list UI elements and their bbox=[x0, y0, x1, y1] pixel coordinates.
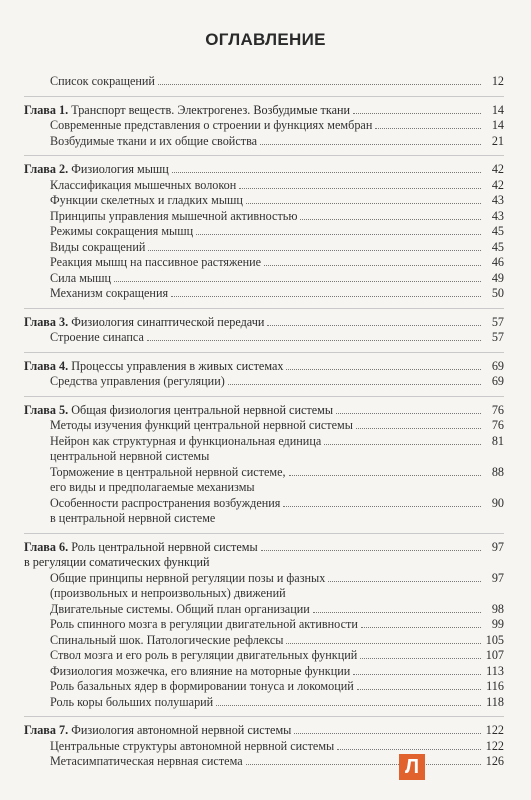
toc-subentry[interactable] bbox=[24, 224, 504, 240]
entry-text: Физиология автономной нервной системы bbox=[68, 723, 292, 737]
toc-subentry[interactable] bbox=[24, 754, 504, 770]
toc-entry-title bbox=[50, 602, 310, 618]
toc-subentry[interactable] bbox=[24, 434, 504, 465]
dot-leader bbox=[337, 749, 481, 750]
toc-entry-title bbox=[50, 754, 243, 770]
toc-entry-title bbox=[50, 209, 297, 225]
page-number: 81 bbox=[491, 433, 504, 448]
entry-text: Процессы управления в живых системах bbox=[68, 358, 284, 373]
dot-leader bbox=[267, 325, 481, 326]
toc-entry-title bbox=[24, 359, 283, 375]
page-number: 126 bbox=[485, 754, 504, 768]
entry-text: Методы изучения функций центральной нервной системы bbox=[50, 418, 353, 432]
toc-entry-title bbox=[50, 633, 283, 649]
entry-text: Метасимпатическая нервная система bbox=[50, 754, 243, 768]
toc-entry-title bbox=[50, 74, 155, 90]
page-number: 116 bbox=[486, 679, 504, 693]
dot-leader bbox=[114, 281, 481, 282]
entry-text: Торможение в центральной нервной системе, его виды и предполагаемые механизмы bbox=[50, 464, 286, 494]
entry-text: Общие принципы нервной регуляции позы и фазных (произвольных и непроизвольных) движений bbox=[50, 570, 326, 600]
toc-chapter-entry[interactable] bbox=[24, 315, 504, 331]
entry-text: Строение синапса bbox=[50, 330, 144, 344]
entry-text: Физиология мозжечка, его влияние на моторные функции bbox=[50, 663, 351, 678]
dot-leader bbox=[353, 113, 481, 114]
page-number: 14 bbox=[491, 118, 504, 132]
toc-entry-title bbox=[50, 240, 145, 256]
dot-leader bbox=[283, 506, 481, 507]
toc-subentry[interactable] bbox=[24, 602, 504, 618]
page-number: 45 bbox=[491, 224, 504, 238]
entry-text: Ствол мозга и его роль в регуляции двигательных функций bbox=[50, 648, 358, 662]
table-of-contents bbox=[24, 74, 504, 782]
page-number: 113 bbox=[486, 663, 504, 678]
dot-leader bbox=[353, 674, 481, 675]
entry-text: Список сокращений bbox=[50, 74, 155, 88]
dot-leader bbox=[336, 413, 481, 414]
dot-leader bbox=[324, 444, 481, 445]
dot-leader bbox=[260, 144, 481, 145]
toc-entry-title bbox=[24, 723, 291, 739]
entry-text: Режимы сокращения мышц bbox=[50, 224, 194, 238]
page-number: 12 bbox=[491, 74, 504, 88]
publisher-logo-icon: Л bbox=[399, 754, 425, 780]
toc-entry-title bbox=[50, 617, 358, 633]
page-number: 97 bbox=[491, 570, 504, 585]
toc-entry-title bbox=[24, 103, 350, 119]
toc-section bbox=[24, 103, 504, 157]
toc-entry-title bbox=[50, 648, 357, 664]
page-number: 43 bbox=[491, 208, 504, 223]
page-number: 42 bbox=[491, 177, 504, 192]
toc-subentry[interactable] bbox=[24, 271, 504, 287]
toc-chapter-entry[interactable] bbox=[24, 540, 504, 571]
toc-entry-title bbox=[50, 434, 321, 465]
toc-section bbox=[24, 315, 504, 353]
entry-text: Современные представления о строении и функциях мембран bbox=[50, 118, 373, 132]
toc-subentry[interactable] bbox=[24, 695, 504, 711]
toc-section bbox=[24, 403, 504, 534]
page-title: ОГЛАВЛЕНИЕ bbox=[205, 30, 326, 49]
entry-text: Спинальный шок. Патологические рефлексы bbox=[50, 632, 284, 647]
toc-entry-title bbox=[50, 330, 144, 346]
page-number: 99 bbox=[491, 617, 504, 631]
dot-leader bbox=[294, 733, 481, 734]
page-number: 88 bbox=[491, 464, 504, 479]
dot-leader bbox=[158, 84, 481, 85]
toc-subentry[interactable] bbox=[24, 209, 504, 225]
toc-entry-title bbox=[50, 271, 111, 287]
toc-chapter-entry[interactable] bbox=[24, 162, 504, 178]
entry-text: Средства управления (регуляции) bbox=[50, 374, 225, 388]
toc-entry-title bbox=[50, 193, 243, 209]
dot-leader bbox=[246, 203, 481, 204]
toc-subentry[interactable] bbox=[24, 240, 504, 256]
toc-section bbox=[24, 540, 504, 718]
entry-text: Механизм сокращения bbox=[50, 286, 169, 300]
page-number: 57 bbox=[491, 314, 504, 329]
toc-entry-title bbox=[50, 739, 334, 755]
page-number: 97 bbox=[491, 539, 504, 554]
page-number: 43 bbox=[491, 193, 504, 207]
toc-subentry[interactable] bbox=[24, 178, 504, 194]
dot-leader bbox=[261, 550, 481, 551]
toc-subentry[interactable] bbox=[24, 571, 504, 602]
toc-subentry[interactable] bbox=[24, 330, 504, 346]
dot-leader bbox=[356, 428, 481, 429]
entry-text: Физиология синаптической передачи bbox=[68, 314, 265, 329]
toc-chapter-entry[interactable] bbox=[24, 359, 504, 375]
page-number: 118 bbox=[486, 694, 504, 709]
entry-text: Нейрон как структурная и функциональная единица центральной нервной системы bbox=[50, 433, 322, 463]
page-number: 76 bbox=[491, 402, 504, 417]
page-number: 105 bbox=[485, 632, 504, 647]
dot-leader bbox=[196, 234, 481, 235]
entry-text: Реакция мышц на пассивное растяжение bbox=[50, 255, 262, 269]
chapter-number: Глава 5. bbox=[24, 402, 69, 417]
chapter-number: Глава 6. bbox=[24, 539, 69, 554]
toc-subentry[interactable] bbox=[24, 633, 504, 649]
toc-entry-title bbox=[50, 118, 372, 134]
page-number: 14 bbox=[491, 102, 504, 117]
page-number: 21 bbox=[491, 133, 504, 148]
page-number: 76 bbox=[491, 418, 504, 432]
toc-section bbox=[24, 723, 504, 776]
toc-entry-title bbox=[24, 540, 258, 571]
toc-entry-title bbox=[50, 695, 213, 711]
toc-entry-title bbox=[50, 571, 325, 602]
entry-text: Роль базальных ядер в формировании тонуса и локомоций bbox=[50, 679, 354, 693]
toc-subentry[interactable] bbox=[24, 134, 504, 150]
dot-leader bbox=[246, 764, 481, 765]
page-number: 46 bbox=[491, 255, 504, 269]
toc-chapter-entry[interactable] bbox=[24, 723, 504, 739]
toc-section bbox=[24, 162, 504, 309]
chapter-number: Глава 3. bbox=[24, 314, 69, 329]
toc-subentry[interactable] bbox=[24, 496, 504, 527]
toc-entry-title bbox=[50, 224, 193, 240]
toc-subentry[interactable] bbox=[24, 465, 504, 496]
dot-leader bbox=[239, 188, 481, 189]
entry-text: Функции скелетных и гладких мышц bbox=[50, 193, 243, 207]
toc-subentry[interactable] bbox=[24, 679, 504, 695]
entry-text: Принципы управления мышечной активностью bbox=[50, 208, 298, 223]
entry-text: Центральные структуры автономной нервной системы bbox=[50, 738, 335, 753]
toc-entry-title bbox=[50, 134, 257, 150]
toc-entry-title bbox=[50, 374, 225, 390]
entry-text: Сила мышц bbox=[50, 270, 111, 285]
dot-leader bbox=[360, 658, 481, 659]
dot-leader bbox=[172, 172, 481, 173]
entry-text: Возбудимые ткани и их общие свойства bbox=[50, 133, 258, 148]
toc-subentry[interactable] bbox=[24, 374, 504, 390]
page-number: 45 bbox=[491, 239, 504, 254]
toc-entry-title bbox=[50, 255, 261, 271]
entry-text: Роль спинного мозга в регуляции двигательной активности bbox=[50, 617, 358, 631]
toc-subentry[interactable] bbox=[24, 418, 504, 434]
page-number: 50 bbox=[491, 286, 504, 300]
dot-leader bbox=[357, 689, 481, 690]
toc-subentry[interactable] bbox=[24, 648, 504, 664]
chapter-number: Глава 4. bbox=[24, 358, 69, 373]
page-number: 69 bbox=[491, 374, 504, 388]
toc-entry-title bbox=[50, 178, 236, 194]
page-number: 57 bbox=[491, 330, 504, 344]
page-number: 98 bbox=[491, 601, 504, 616]
toc-entry-title bbox=[50, 679, 354, 695]
entry-text: Роль центральной нервной системы в регуляции соматических функций bbox=[24, 539, 258, 569]
page-number: 90 bbox=[491, 495, 504, 510]
toc-chapter-entry[interactable] bbox=[24, 103, 504, 119]
dot-leader bbox=[216, 705, 481, 706]
entry-text: Виды сокращений bbox=[50, 239, 146, 254]
entry-text: Общая физиология центральной нервной системы bbox=[68, 402, 334, 417]
dot-leader bbox=[286, 643, 481, 644]
toc-section bbox=[24, 359, 504, 397]
toc-entry-title bbox=[50, 465, 286, 496]
entry-text: Особенности распространения возбуждения в центральной нервной системе bbox=[50, 495, 281, 525]
toc-section bbox=[24, 74, 504, 97]
toc-entry-title bbox=[50, 664, 350, 680]
entry-text: Транспорт веществ. Электрогенез. Возбудимые ткани bbox=[68, 102, 351, 117]
toc-entry-title bbox=[50, 496, 280, 527]
dot-leader bbox=[147, 340, 481, 341]
dot-leader bbox=[264, 265, 481, 266]
toc-chapter-entry[interactable] bbox=[24, 403, 504, 419]
toc-entry-title bbox=[24, 162, 169, 178]
toc-subentry[interactable] bbox=[24, 739, 504, 755]
toc-subentry[interactable] bbox=[24, 74, 504, 90]
toc-entry-title bbox=[24, 315, 264, 331]
dot-leader bbox=[148, 250, 481, 251]
toc-subentry[interactable] bbox=[24, 193, 504, 209]
toc-entry-title bbox=[50, 286, 168, 302]
dot-leader bbox=[313, 612, 481, 613]
dot-leader bbox=[228, 384, 481, 385]
entry-text: Роль коры больших полушарий bbox=[50, 694, 214, 709]
dot-leader bbox=[361, 627, 481, 628]
entry-text: Двигательные системы. Общий план организации bbox=[50, 601, 310, 616]
dot-leader bbox=[286, 369, 481, 370]
dot-leader bbox=[289, 475, 481, 476]
toc-subentry[interactable] bbox=[24, 255, 504, 271]
toc-subentry[interactable] bbox=[24, 617, 504, 633]
chapter-number: Глава 7. bbox=[24, 723, 69, 737]
toc-entry-title bbox=[50, 418, 353, 434]
chapter-number: Глава 1. bbox=[24, 102, 69, 117]
toc-subentry[interactable] bbox=[24, 118, 504, 134]
entry-text: Классификация мышечных волокон bbox=[50, 177, 237, 192]
entry-text: Физиология мышц bbox=[68, 162, 169, 176]
page-number: 69 bbox=[491, 358, 504, 373]
page-number: 49 bbox=[491, 270, 504, 285]
dot-leader bbox=[375, 128, 481, 129]
dot-leader bbox=[171, 296, 481, 297]
toc-subentry[interactable] bbox=[24, 286, 504, 302]
page-number: 122 bbox=[485, 738, 504, 753]
dot-leader bbox=[300, 219, 481, 220]
page-number: 122 bbox=[485, 723, 504, 737]
page-number: 107 bbox=[485, 648, 504, 662]
page-number: 42 bbox=[491, 162, 504, 176]
chapter-number: Глава 2. bbox=[24, 162, 69, 176]
toc-subentry[interactable] bbox=[24, 664, 504, 680]
dot-leader bbox=[328, 581, 481, 582]
toc-entry-title bbox=[24, 403, 333, 419]
